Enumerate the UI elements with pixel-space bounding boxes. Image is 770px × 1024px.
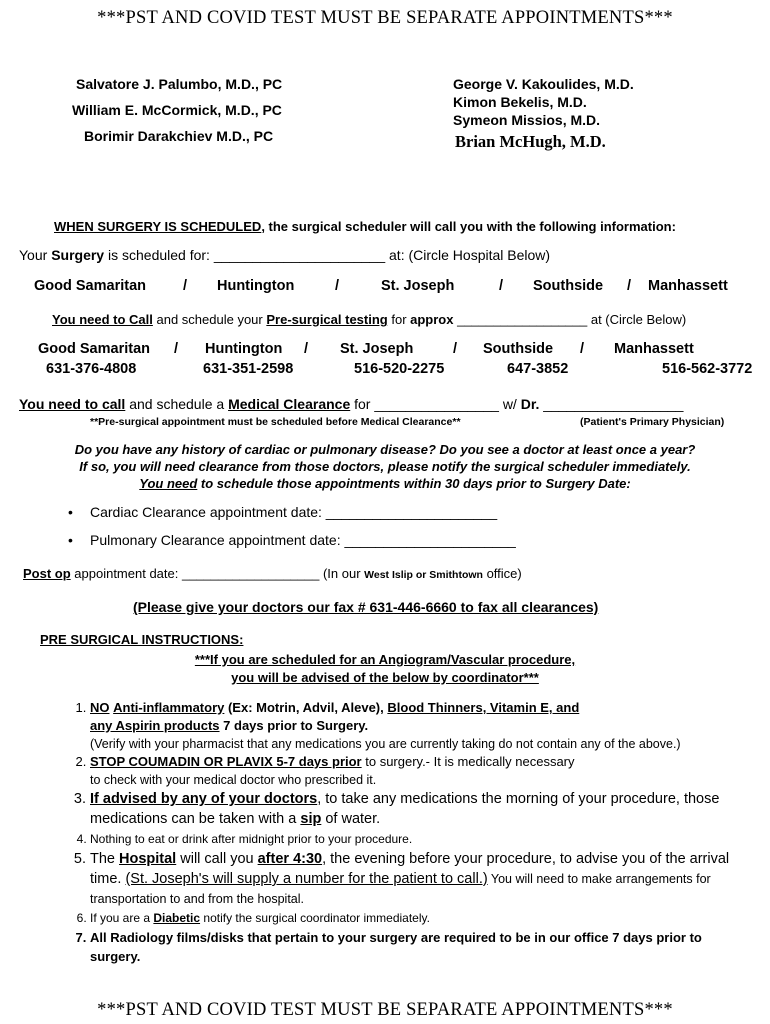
doctor-name: Kimon Bekelis, M.D.: [453, 94, 587, 110]
clearance-line: You need to call and schedule a Medical Clearance for ________________ w/ Dr. __________________: [19, 396, 684, 412]
banner-bottom: ***PST AND COVID TEST MUST BE SEPARATE APPOINTMENTS***: [97, 1000, 673, 1020]
hospital-name: St. Joseph: [381, 278, 455, 294]
surgery-intro: WHEN SURGERY IS SCHEDULED, the surgical scheduler will call you with the following information:: [54, 219, 676, 234]
hospital-phone: 516-520-2275: [354, 361, 445, 377]
angiogram-note: ***If you are scheduled for an Angiogram/Vascular procedure,: [194, 652, 576, 667]
separator: /: [580, 341, 585, 357]
history-question: If so, you will need clearance from those doctors, please notify the surgical scheduler immediately.: [79, 459, 691, 474]
history-question: You need to schedule those appointments within 30 days prior to Surgery Date:: [139, 476, 631, 491]
angiogram-note: you will be advised of the below by coordinator***: [231, 670, 539, 685]
instructions-list: [60, 699, 750, 966]
hospital-name: Manhassett: [614, 341, 694, 357]
separator: /: [453, 341, 458, 357]
hospital-phone: 647-3852: [507, 361, 569, 377]
hospital-name: St. Joseph: [340, 341, 414, 357]
instruction-item: 1. NO Anti-inflammatory (Ex: Motrin, Advil, Aleve), Blood Thinners, Vitamin E, and any Aspirin products 7 days prior to Surgery. (Verify with your pharmacist that any medications you are currently taking do not contain any of the above.): [90, 699, 750, 753]
separator: /: [174, 341, 179, 357]
instruction-item: 2. STOP COUMADIN OR PLAVIX 5-7 days prior to surgery.- It is medically necessary to check with your medical doctor who prescribed it.: [90, 753, 750, 789]
postop-line: Post op appointment date: ___________________ (In our West Islip or Smithtown office): [23, 566, 522, 581]
hospital-name: Southside: [533, 278, 604, 294]
doctor-name: Brian McHugh, M.D.: [455, 132, 606, 151]
separator: /: [499, 278, 504, 294]
hospital-phone: 631-376-4808: [46, 361, 137, 377]
doctor-name: Salvatore J. Palumbo, M.D., PC: [76, 76, 283, 92]
instruction-item: 7. All Radiology films/disks that pertain to your surgery are required to be in our office 7 days prior to surgery.: [90, 928, 750, 966]
hospital-name: Huntington: [205, 341, 283, 357]
hospital-name: Manhassett: [648, 278, 728, 294]
clearance-note: **Pre-surgical appointment must be scheduled before Medical Clearance**: [90, 416, 461, 428]
list-item: • Pulmonary Clearance appointment date: ______________________: [68, 532, 516, 548]
separator: /: [335, 278, 340, 294]
physician-note: (Patient's Primary Physician): [580, 416, 725, 428]
banner-top: ***PST AND COVID TEST MUST BE SEPARATE APPOINTMENTS***: [97, 8, 673, 28]
list-item: • Cardiac Clearance appointment date: ______________________: [68, 504, 498, 520]
doctor-name: Symeon Missios, M.D.: [453, 112, 601, 128]
separator: /: [304, 341, 309, 357]
hospital-name: Huntington: [217, 278, 295, 294]
hospital-phone: 631-351-2598: [203, 361, 294, 377]
hospital-name: Good Samaritan: [38, 341, 150, 357]
instructions-title: PRE SURGICAL INSTRUCTIONS:: [40, 632, 244, 647]
separator: /: [627, 278, 632, 294]
separator: /: [183, 278, 188, 294]
hospital-name: Southside: [483, 341, 554, 357]
doctor-name: George V. Kakoulides, M.D.: [453, 76, 634, 92]
hospital-phone: 516-562-3772: [662, 361, 753, 377]
hospital-name: Good Samaritan: [34, 278, 146, 294]
instruction-item: 6. If you are a Diabetic notify the surgical coordinator immediately.: [90, 909, 750, 928]
presurgical-line: You need to Call and schedule your Pre-surgical testing for approx __________________ at (Circle Below): [52, 312, 687, 327]
instruction-item: 4. Nothing to eat or drink after midnight prior to your procedure.: [90, 829, 750, 849]
instruction-item: 5. The Hospital will call you after 4:30, the evening before your procedure, to advise you of the arrival time. (St. Joseph's will supply a number for the patient to call.) You will need to make arrangements for transportation to and from the hospital.: [90, 849, 750, 909]
instruction-item: 3. If advised by any of your doctors, to take any medications the morning of your procedure, those medications can be taken with a sip of water.: [90, 789, 750, 829]
fax-notice: (Please give your doctors our fax # 631-446-6660 to fax all clearances): [133, 599, 599, 615]
doctor-name: William E. McCormick, M.D., PC: [72, 102, 282, 118]
doctor-name: Borimir Darakchiev M.D., PC: [84, 128, 274, 144]
history-question: Do you have any history of cardiac or pulmonary disease? Do you see a doctor at least once a year?: [74, 442, 696, 457]
surgery-date-line: Your Surgery is scheduled for: ______________________ at: (Circle Hospital Below): [19, 247, 551, 263]
